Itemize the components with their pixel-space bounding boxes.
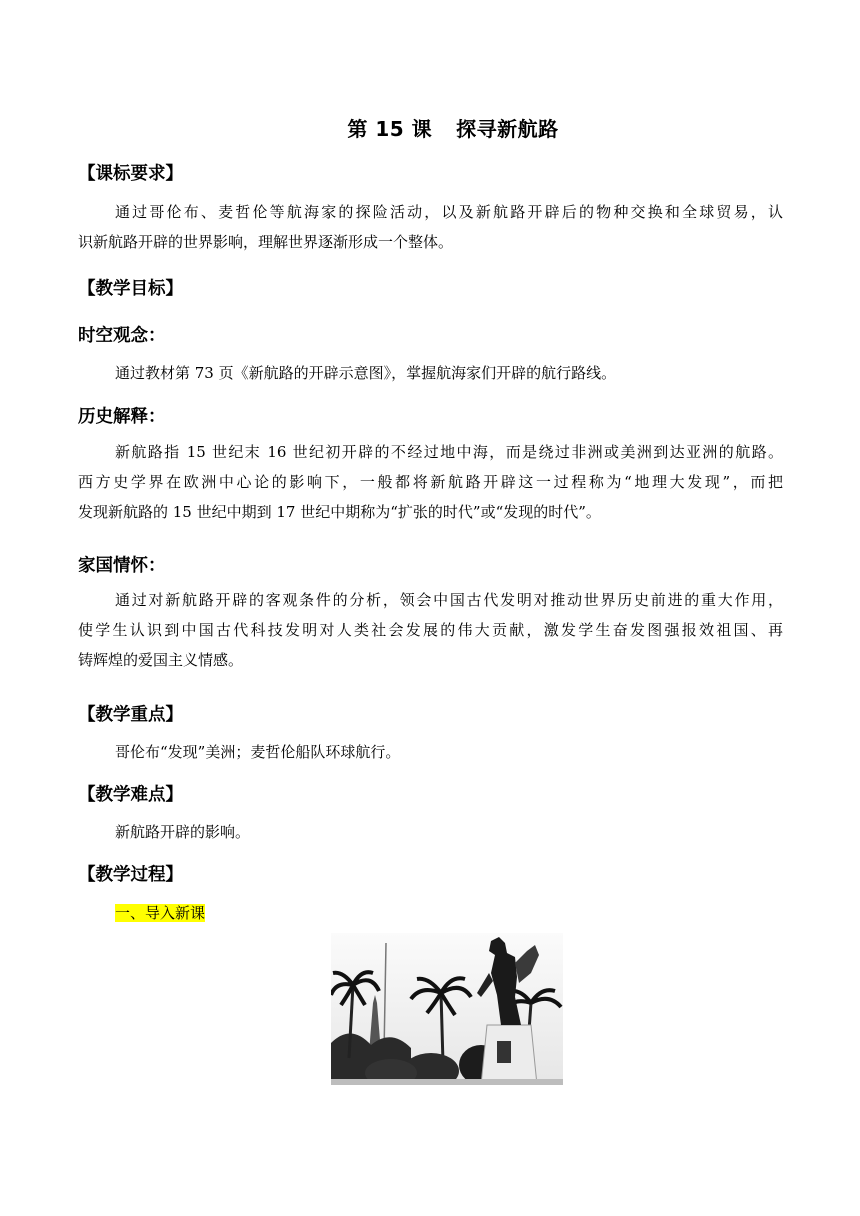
heading-history: 历史解释： bbox=[78, 407, 166, 427]
text-line: 发现新航路的 15 世纪中期到 17 世纪中期称为“扩张的时代”或“发现的时代”。 bbox=[78, 503, 601, 521]
paragraph-curriculum bbox=[78, 197, 783, 257]
lesson-name: 探寻新航路 bbox=[456, 117, 559, 141]
heading-patriotism: 家国情怀： bbox=[78, 556, 166, 576]
lesson-number: 第 15 课 bbox=[347, 117, 433, 141]
text-line: 新航路指 15 世纪末 16 世纪初开辟的不经过地中海，而是绕过非洲或美洲到达亚洲的航路。 bbox=[115, 443, 783, 461]
paragraph-spacetime bbox=[78, 358, 783, 388]
paragraph-patriotism bbox=[78, 585, 783, 675]
paragraph-key bbox=[78, 737, 783, 767]
heading-spacetime: 时空观念： bbox=[78, 326, 166, 346]
statue-photo-icon bbox=[331, 933, 563, 1085]
text-line: 通过教材第 73 页《新航路的开辟示意图》，掌握航海家们开辟的航行路线。 bbox=[115, 364, 617, 382]
paragraph-history bbox=[78, 437, 783, 527]
heading-curriculum: 【课标要求】 bbox=[78, 164, 183, 184]
heading-process: 【教学过程】 bbox=[78, 865, 183, 885]
text-line: 通过对新航路开辟的客观条件的分析，领会中国古代发明对推动世界历史前进的重大作用， bbox=[115, 591, 783, 609]
text-line: 西方史学界在欧洲中心论的影响下，一般都将新航路开辟这一过程称为“地理大发现”，而把 bbox=[78, 473, 783, 491]
text-line: 识新航路开辟的世界影响，理解世界逐渐形成一个整体。 bbox=[78, 233, 454, 251]
text-line: 铸辉煌的爱国主义情感。 bbox=[78, 651, 244, 669]
heading-goals: 【教学目标】 bbox=[78, 279, 183, 299]
heading-difficulty: 【教学难点】 bbox=[78, 785, 183, 805]
page-title bbox=[0, 113, 860, 142]
highlighted-step: 一、导入新课 bbox=[115, 904, 206, 922]
paragraph-difficulty bbox=[78, 817, 783, 847]
text-line: 新航路开辟的影响。 bbox=[115, 823, 251, 841]
text-line: 通过哥伦布、麦哲伦等航海家的探险活动，以及新航路开辟后的物种交换和全球贸易，认 bbox=[115, 203, 783, 221]
heading-key: 【教学重点】 bbox=[78, 705, 183, 725]
statue-photo bbox=[331, 933, 563, 1085]
text-line: 使学生认识到中国古代科技发明对人类社会发展的伟大贡献，激发学生奋发图强报效祖国、再 bbox=[78, 621, 783, 639]
paragraph-process bbox=[78, 898, 783, 928]
text-line: 哥伦布“发现”美洲；麦哲伦船队环球航行。 bbox=[115, 743, 401, 761]
